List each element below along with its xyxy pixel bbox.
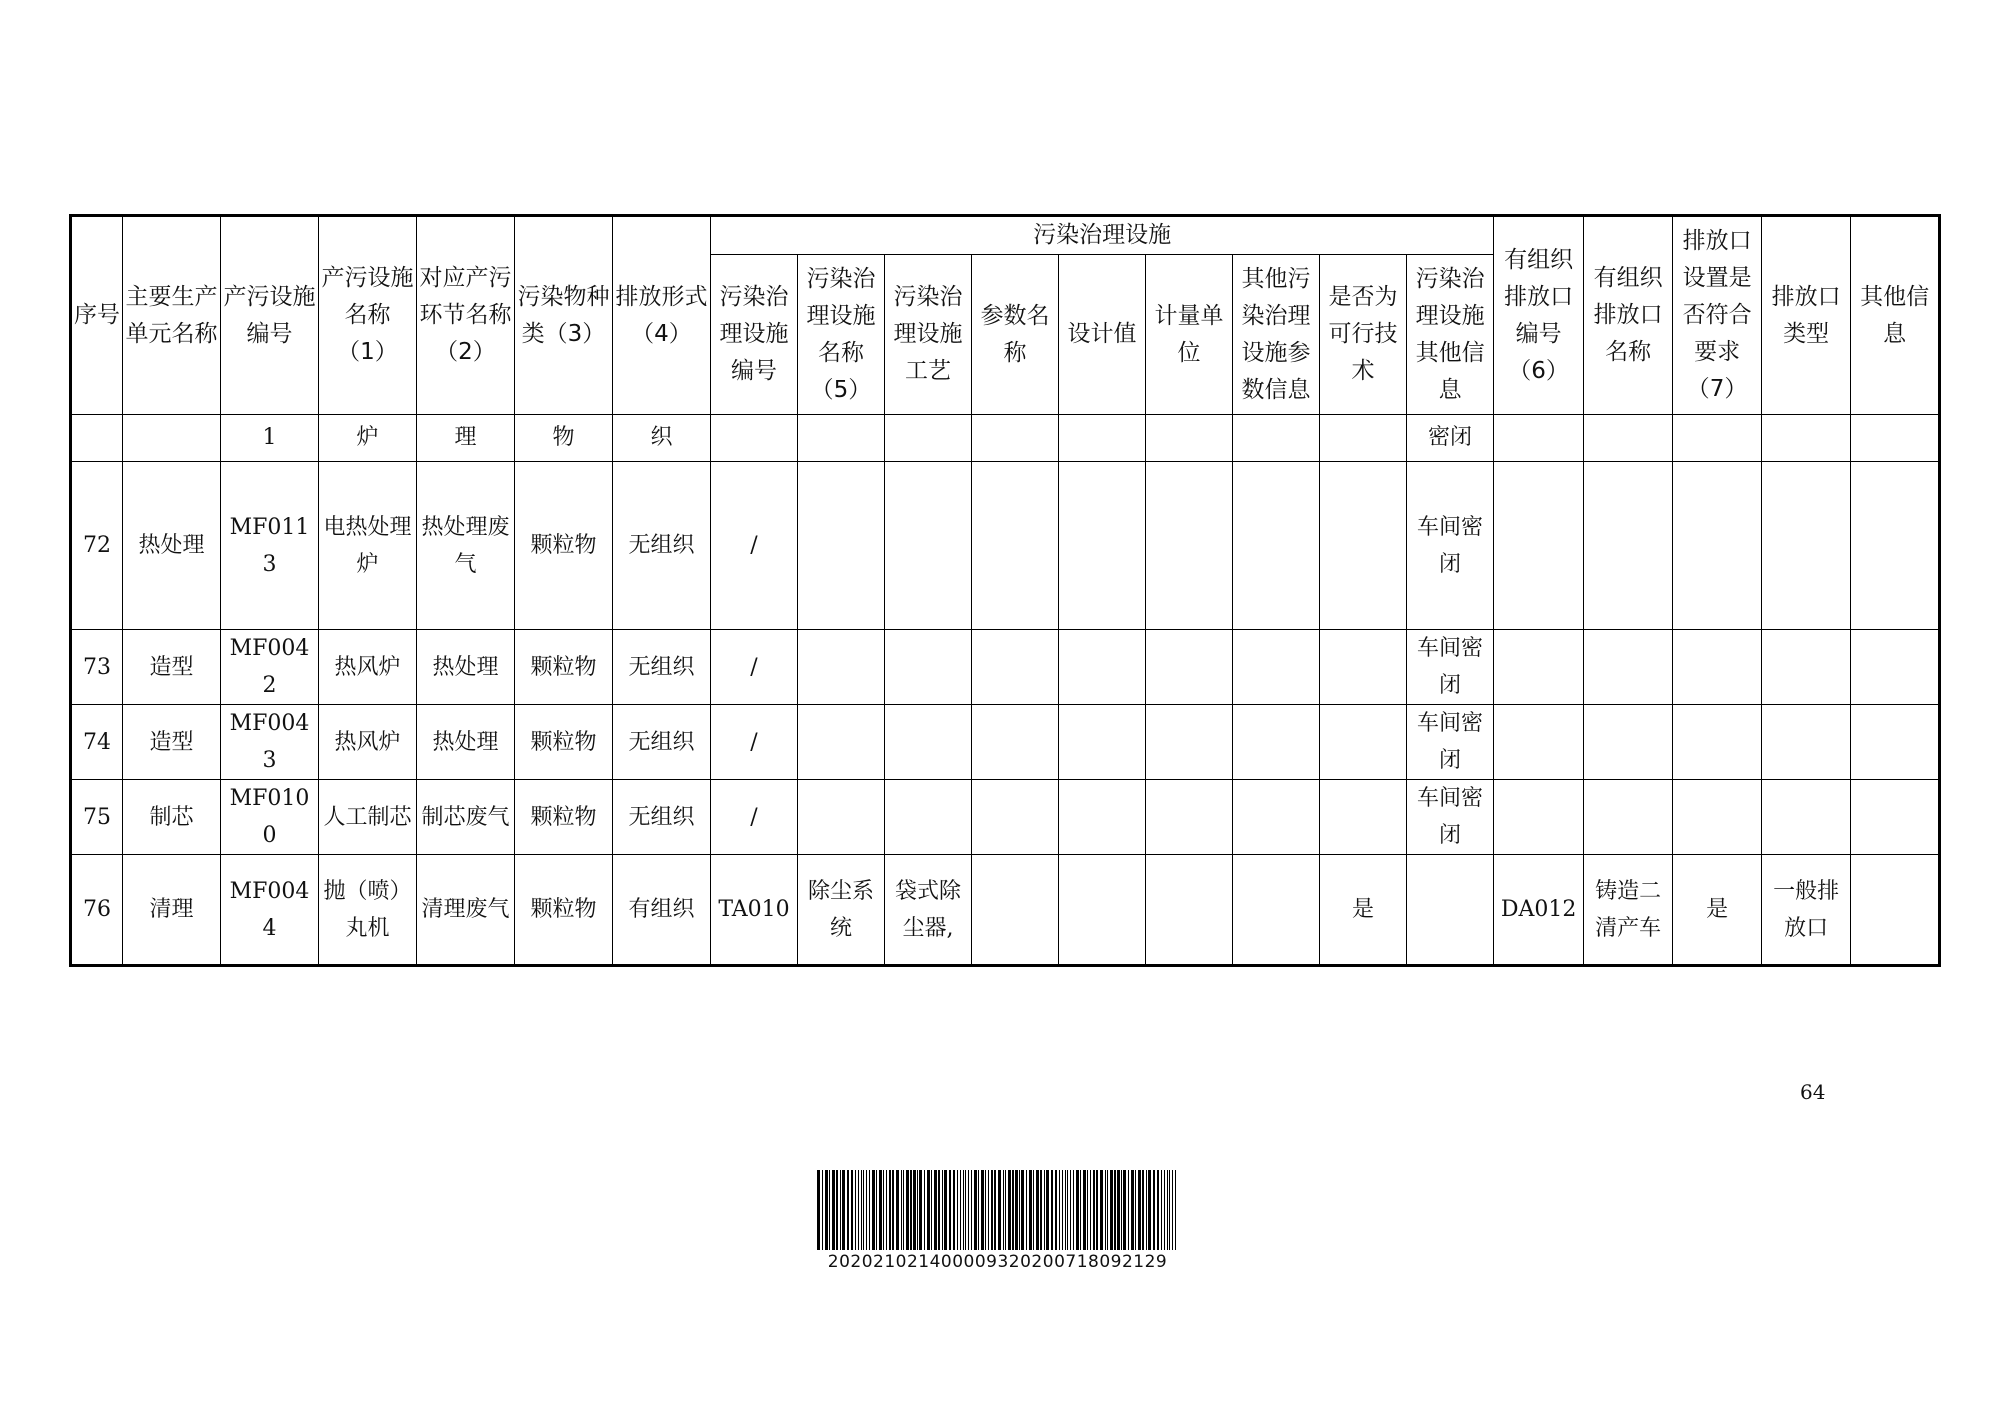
col-header-param-name: 参数名称	[972, 255, 1059, 415]
table-cell	[1851, 855, 1940, 966]
table-cell	[1233, 462, 1320, 630]
table-cell	[885, 780, 972, 855]
col-header-process-name: 对应产污环节名称（2）	[417, 216, 515, 415]
col-header-feasible-tech: 是否为可行技术	[1320, 255, 1407, 415]
table-cell	[1146, 462, 1233, 630]
table-cell: MF0042	[221, 630, 319, 705]
table-cell	[1673, 415, 1762, 462]
table-cell: 铸造二清产车	[1584, 855, 1673, 966]
table-row	[71, 462, 1940, 630]
table-cell: /	[711, 630, 798, 705]
table-cell	[1059, 780, 1146, 855]
table-cell: 车间密闭	[1407, 780, 1494, 855]
col-header-treatment-id: 污染治理设施编号	[711, 255, 798, 415]
table-cell: 理	[417, 415, 515, 462]
table-cell: MF0044	[221, 855, 319, 966]
col-header-outlet-name: 有组织排放口名称	[1584, 216, 1673, 415]
col-header-emission-form: 排放形式（4）	[613, 216, 711, 415]
table-cell: 织	[613, 415, 711, 462]
table-cell: 车间密闭	[1407, 705, 1494, 780]
table-cell: 76	[71, 855, 123, 966]
table-row	[71, 855, 1940, 966]
table-cell	[1494, 780, 1584, 855]
table-cell	[1059, 630, 1146, 705]
table-cell	[1673, 780, 1762, 855]
col-header-treatment-process: 污染治理设施工艺	[885, 255, 972, 415]
table-cell	[1762, 705, 1851, 780]
table-cell	[798, 780, 885, 855]
table-cell: 袋式除尘器,	[885, 855, 972, 966]
table-cell: MF0113	[221, 462, 319, 630]
table-cell	[71, 415, 123, 462]
table-cell: 清理废气	[417, 855, 515, 966]
table-cell	[1673, 462, 1762, 630]
table-cell	[1146, 780, 1233, 855]
table-cell: 人工制芯	[319, 780, 417, 855]
table-cell: TA010	[711, 855, 798, 966]
table-cell	[972, 855, 1059, 966]
table-cell	[972, 705, 1059, 780]
table-cell: 炉	[319, 415, 417, 462]
table-cell	[1584, 415, 1673, 462]
col-header-treatment-other: 污染治理设施其他信息	[1407, 255, 1494, 415]
table-cell	[1494, 415, 1584, 462]
table-cell: 73	[71, 630, 123, 705]
table-cell	[1320, 630, 1407, 705]
table-cell: 抛（喷）丸机	[319, 855, 417, 966]
table-cell: DA012	[1494, 855, 1584, 966]
table-cell	[972, 415, 1059, 462]
header-row-group	[71, 216, 1940, 255]
table-cell: /	[711, 705, 798, 780]
table-row	[71, 705, 1940, 780]
col-header-outlet-compliant: 排放口设置是否符合要求（7）	[1673, 216, 1762, 415]
table-cell: 电热处理炉	[319, 462, 417, 630]
table-cell	[1146, 705, 1233, 780]
table-cell: 颗粒物	[515, 705, 613, 780]
col-header-other-info: 其他信息	[1851, 216, 1940, 415]
table-cell: MF0100	[221, 780, 319, 855]
table-cell	[1494, 630, 1584, 705]
table-cell: 热处理	[417, 630, 515, 705]
table-body	[71, 415, 1940, 966]
table-cell	[1762, 415, 1851, 462]
table-cell: 72	[71, 462, 123, 630]
table-cell: 热处理废气	[417, 462, 515, 630]
table-row	[71, 415, 1940, 462]
table-cell	[1584, 630, 1673, 705]
table-row	[71, 780, 1940, 855]
col-header-unit: 计量单位	[1146, 255, 1233, 415]
table-cell	[1146, 630, 1233, 705]
table-cell	[885, 415, 972, 462]
table-cell	[1059, 462, 1146, 630]
table-cell: 颗粒物	[515, 462, 613, 630]
table-cell	[798, 462, 885, 630]
table-cell	[798, 415, 885, 462]
table-cell	[1673, 705, 1762, 780]
table-cell: 造型	[123, 705, 221, 780]
table-cell	[1059, 855, 1146, 966]
table-cell	[1233, 415, 1320, 462]
table-cell: 无组织	[613, 705, 711, 780]
table-cell: /	[711, 780, 798, 855]
table-cell: 热处理	[123, 462, 221, 630]
table-row	[71, 630, 1940, 705]
page-number: 64	[1800, 1080, 1826, 1104]
table-cell: 颗粒物	[515, 630, 613, 705]
table-cell	[1762, 630, 1851, 705]
table-cell	[885, 705, 972, 780]
table-cell: 制芯废气	[417, 780, 515, 855]
col-header-design-value: 设计值	[1059, 255, 1146, 415]
table-cell	[885, 630, 972, 705]
table-cell: /	[711, 462, 798, 630]
table-cell: 物	[515, 415, 613, 462]
table-cell: 是	[1320, 855, 1407, 966]
col-header-seq: 序号	[71, 216, 123, 415]
table-cell	[1059, 705, 1146, 780]
col-header-outlet-type: 排放口类型	[1762, 216, 1851, 415]
table-cell	[972, 462, 1059, 630]
table-cell: 密闭	[1407, 415, 1494, 462]
table-cell	[1851, 780, 1940, 855]
table-cell	[1320, 462, 1407, 630]
col-header-facility-name: 产污设施名称（1）	[319, 216, 417, 415]
table-cell	[1233, 855, 1320, 966]
table-cell	[798, 705, 885, 780]
table-cell: 颗粒物	[515, 855, 613, 966]
table-cell	[798, 630, 885, 705]
table-cell	[1320, 415, 1407, 462]
table-cell	[1762, 462, 1851, 630]
table-cell: 造型	[123, 630, 221, 705]
table-cell	[1494, 462, 1584, 630]
col-header-facility-id: 产污设施编号	[221, 216, 319, 415]
table-cell: 颗粒物	[515, 780, 613, 855]
table-cell	[1584, 780, 1673, 855]
table-cell: 75	[71, 780, 123, 855]
col-header-pollutant-type: 污染物种类（3）	[515, 216, 613, 415]
table-cell	[1584, 705, 1673, 780]
table-cell: 无组织	[613, 780, 711, 855]
table-cell: 制芯	[123, 780, 221, 855]
table-cell	[1851, 630, 1940, 705]
table-cell: 除尘系统	[798, 855, 885, 966]
table-cell: 74	[71, 705, 123, 780]
table-cell	[1233, 780, 1320, 855]
table-cell	[1059, 415, 1146, 462]
table-cell: 车间密闭	[1407, 462, 1494, 630]
table-cell	[123, 415, 221, 462]
table-cell: 清理	[123, 855, 221, 966]
table-cell: 热风炉	[319, 630, 417, 705]
table-cell: 车间密闭	[1407, 630, 1494, 705]
table-cell	[711, 415, 798, 462]
table-cell	[1320, 705, 1407, 780]
table-cell: 是	[1673, 855, 1762, 966]
table-cell	[1851, 462, 1940, 630]
table-cell	[1851, 415, 1940, 462]
table-cell	[1233, 705, 1320, 780]
table-cell	[1233, 630, 1320, 705]
table-cell: 无组织	[613, 630, 711, 705]
table-cell	[972, 780, 1059, 855]
pollution-facility-table	[69, 214, 1941, 967]
table-cell	[1673, 630, 1762, 705]
table-cell	[1762, 780, 1851, 855]
table-cell: 一般排放口	[1762, 855, 1851, 966]
table-cell	[1320, 780, 1407, 855]
barcode	[815, 1170, 1180, 1272]
table-cell: 1	[221, 415, 319, 462]
group-header-treatment-facility: 污染治理设施	[711, 216, 1494, 255]
barcode-image	[815, 1170, 1180, 1250]
table-cell: 有组织	[613, 855, 711, 966]
table-cell	[1146, 855, 1233, 966]
table-cell	[885, 462, 972, 630]
col-header-treatment-name: 污染治理设施名称（5）	[798, 255, 885, 415]
table-cell	[1146, 415, 1233, 462]
table-cell: 热处理	[417, 705, 515, 780]
table-cell	[1851, 705, 1940, 780]
table-cell	[972, 630, 1059, 705]
table-cell: MF0043	[221, 705, 319, 780]
col-header-outlet-id: 有组织排放口编号（6）	[1494, 216, 1584, 415]
table-cell	[1584, 462, 1673, 630]
table-cell: 无组织	[613, 462, 711, 630]
col-header-unit-name: 主要生产单元名称	[123, 216, 221, 415]
barcode-number: 20202102140000932020071809212​9	[827, 1252, 1168, 1272]
col-header-other-params: 其他污染治理设施参数信息	[1233, 255, 1320, 415]
table-cell	[1407, 855, 1494, 966]
table-cell	[1494, 705, 1584, 780]
table-cell: 热风炉	[319, 705, 417, 780]
